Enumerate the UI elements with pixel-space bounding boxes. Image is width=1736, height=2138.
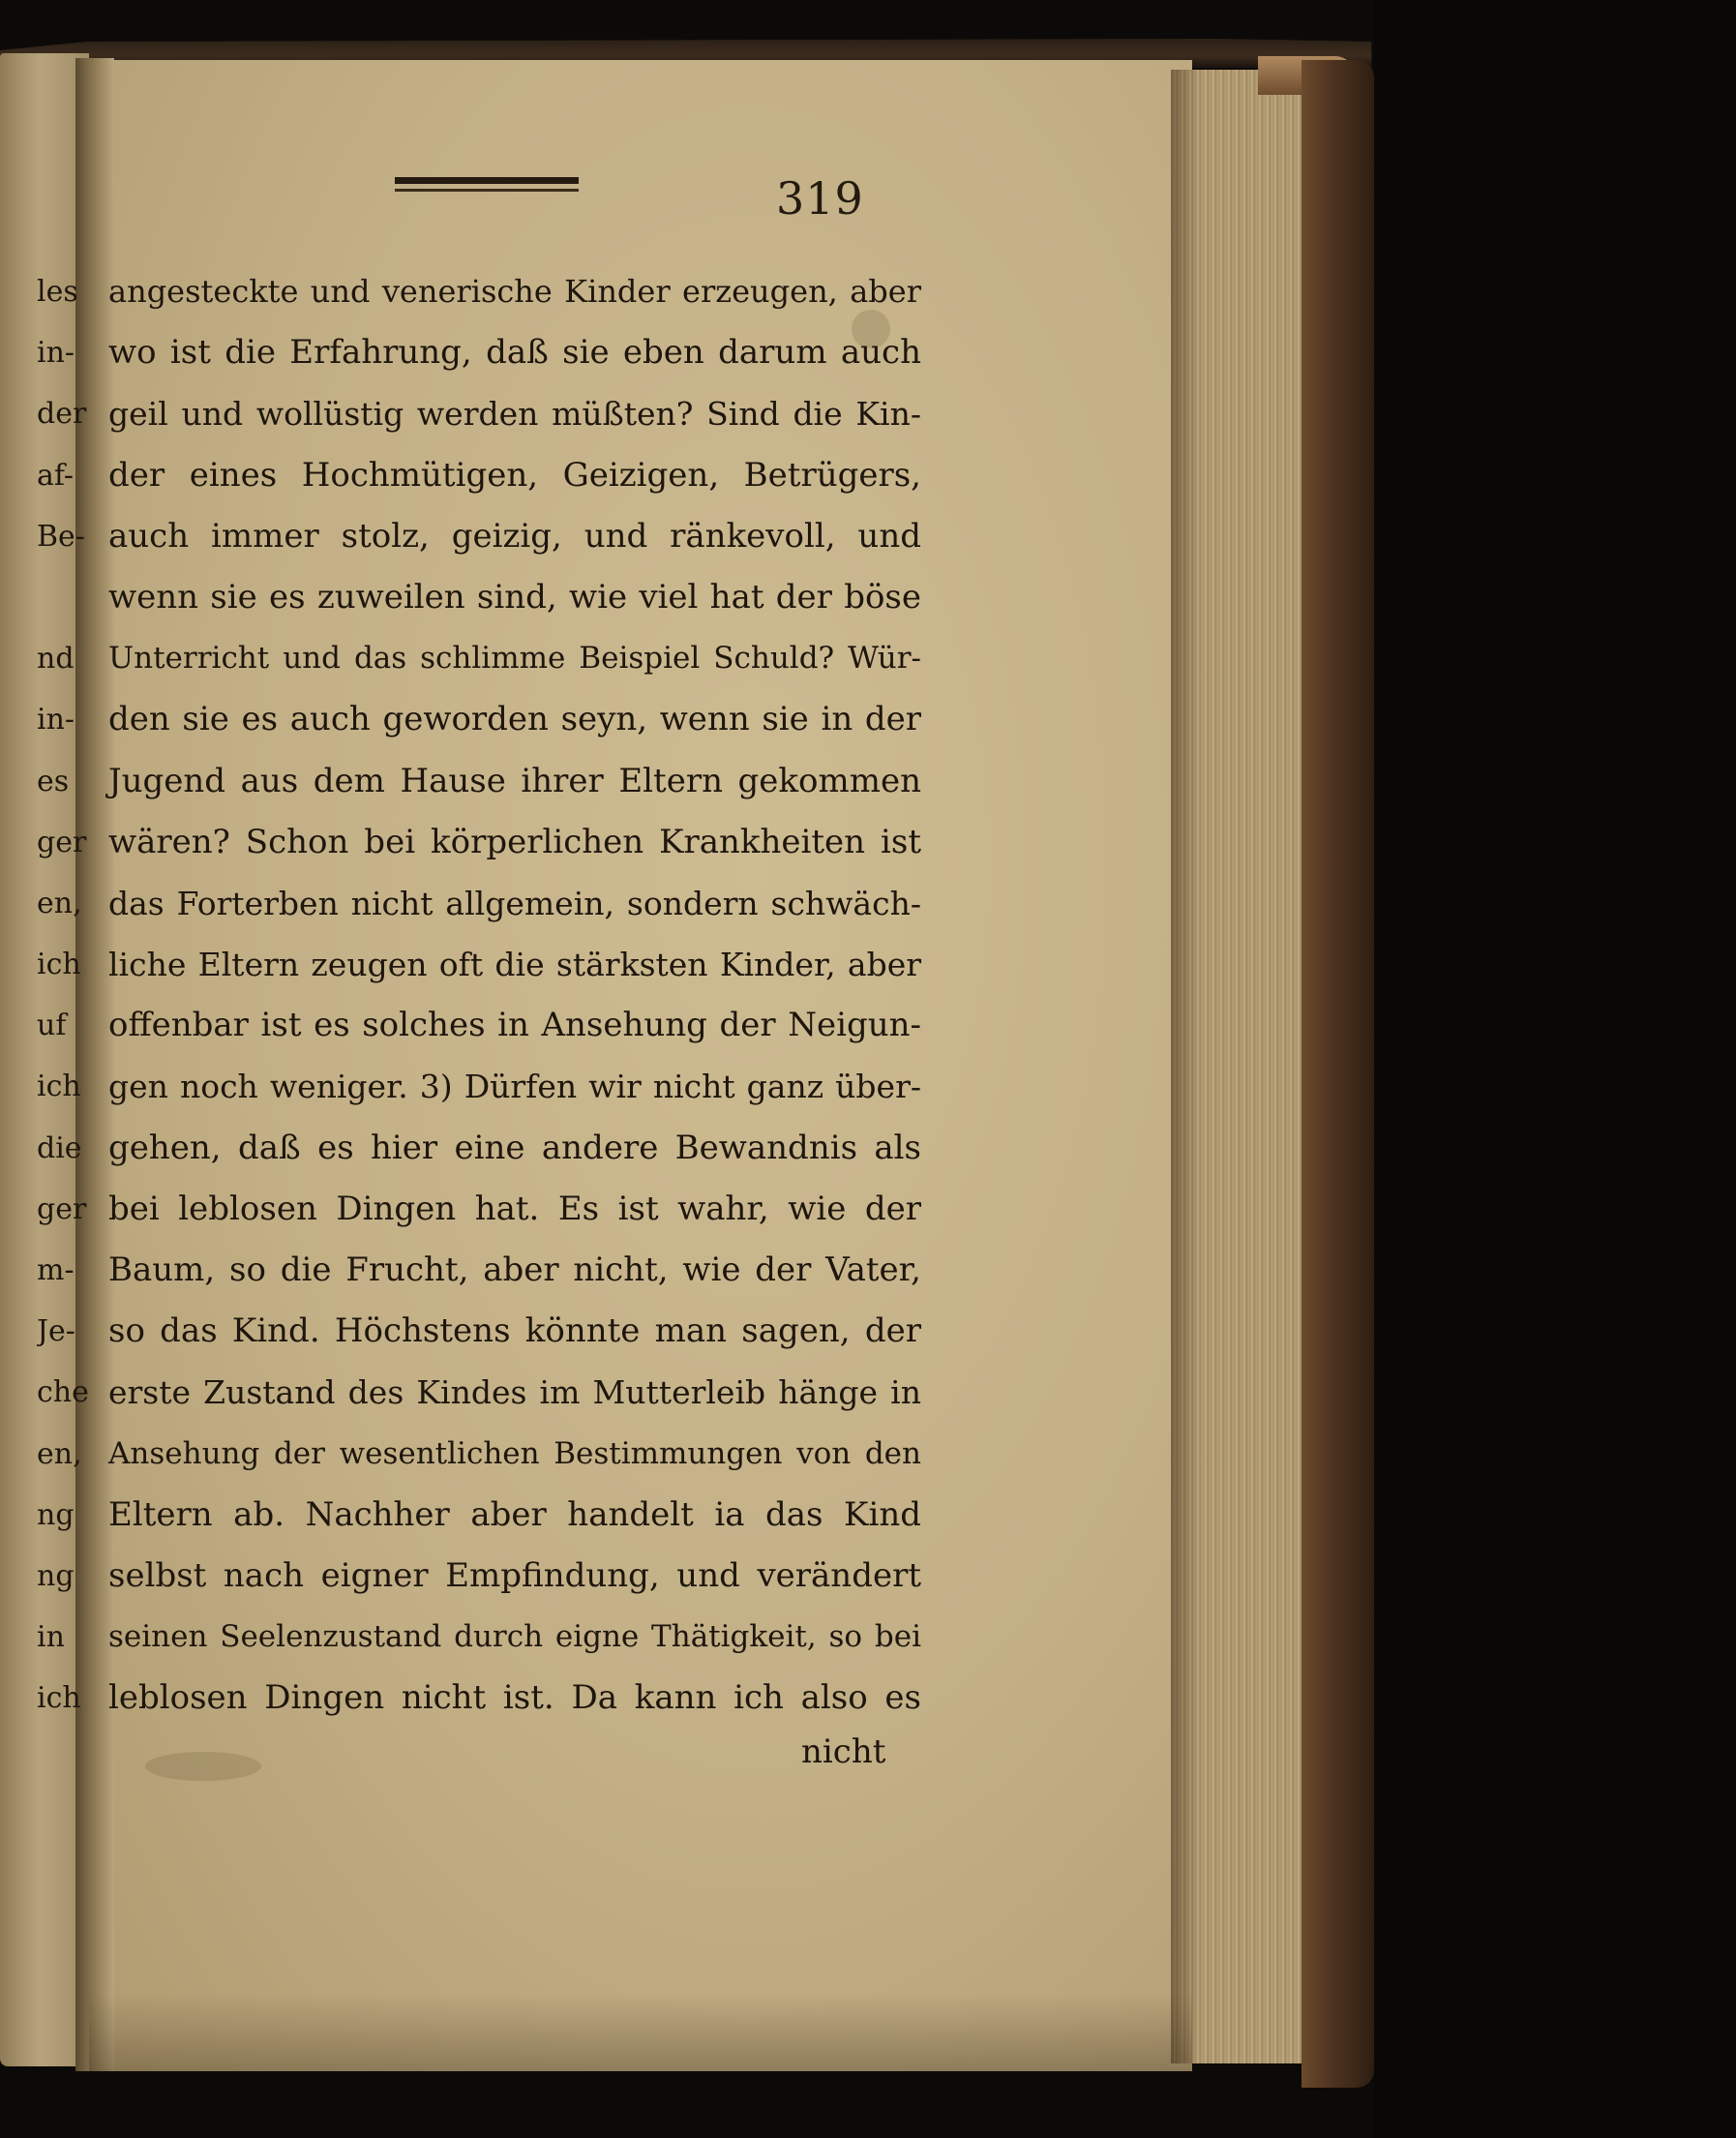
left-fragment-line: die — [37, 1130, 82, 1165]
left-fragment-line: en, — [37, 1436, 82, 1471]
left-fragment-line — [37, 567, 95, 628]
left-fragment-line: ger — [37, 825, 87, 859]
text-line: angesteckte und venerische Kinder erzeugen, aber — [108, 273, 921, 310]
text-line: wenn sie es zuweilen sind, wie viel hat der böse — [108, 577, 921, 617]
text-line: Unterricht und das schlimme Beispiel Schuld? Wür- — [108, 641, 921, 677]
left-fragment-line: ich — [37, 1069, 81, 1104]
text-line: wären? Schon bei körperlichen Krankheiten ist — [108, 822, 921, 861]
text-line: der eines Hochmütigen, Geizigen, Betrügers, — [108, 455, 921, 495]
left-fragment-line: en, — [37, 886, 82, 920]
left-fragment-line: Je- — [37, 1314, 75, 1349]
left-fragment-line: in- — [37, 703, 75, 738]
left-fragment-line: nd — [37, 642, 75, 677]
left-fragment-line: ng — [37, 1558, 75, 1593]
left-fragment-line: es — [37, 764, 70, 798]
left-fragment-line: uf — [37, 1009, 67, 1043]
text-line: leblosen Dingen nicht ist. Da kann ich also es — [108, 1678, 921, 1718]
left-page-text-fragments — [37, 261, 95, 1730]
page-number: 319 — [776, 172, 864, 225]
left-fragment-line: ng — [37, 1497, 75, 1532]
left-fragment-line: ich — [37, 948, 81, 982]
left-fragment-line: che — [37, 1375, 89, 1410]
text-line: bei leblosen Dingen hat. Es ist wahr, wie der — [108, 1189, 921, 1228]
text-line: erste Zustand des Kindes im Mutterleib hänge in — [108, 1373, 921, 1412]
text-line: liche Eltern zeugen oft die stärksten Kinder, aber — [108, 946, 921, 984]
paper-stain — [145, 1752, 261, 1781]
left-fragment-line: Be- — [37, 519, 85, 554]
text-line: wo ist die Erfahrung, daß sie eben darum auch — [108, 333, 921, 373]
left-fragment-line: ger — [37, 1191, 87, 1226]
text-line: geil und wollüstig werden müßten? Sind die Kin- — [108, 395, 921, 434]
text-line: Ansehung der wesentlichen Bestimmungen von den — [108, 1435, 921, 1471]
text-line: offenbar ist es solches in Ansehung der Neigun- — [108, 1006, 921, 1045]
page-bottom-shadow — [89, 1994, 1192, 2071]
text-line: so das Kind. Höchstens könnte man sagen, der — [108, 1311, 921, 1351]
left-fragment-line: les — [37, 275, 78, 309]
text-line: seinen Seelenzustand durch eigne Thätigkeit, so bei — [108, 1619, 921, 1655]
text-line: das Forterben nicht allgemein, sondern schwäch- — [108, 884, 921, 922]
book-cover — [1302, 60, 1374, 2088]
header-rule-ornament — [395, 177, 579, 193]
left-fragment-line: in — [37, 1620, 65, 1655]
left-fragment-line: ich — [37, 1681, 81, 1716]
left-fragment-line: m- — [37, 1253, 75, 1287]
left-fragment-line: af- — [37, 458, 75, 493]
text-line: den sie es auch geworden seyn, wenn sie in der — [108, 700, 921, 739]
text-line: Eltern ab. Nachher aber handelt ia das Kind — [108, 1494, 921, 1534]
catchword: nicht — [801, 1732, 886, 1771]
left-fragment-line: in- — [37, 336, 75, 371]
text-line: auch immer stolz, geizig, und ränkevoll, und — [108, 516, 921, 556]
page-edges-shadow — [1171, 70, 1200, 2063]
text-line: Jugend aus dem Hause ihrer Eltern gekommen — [108, 761, 921, 800]
text-line: gehen, daß es hier eine andere Bewandnis als — [108, 1128, 921, 1167]
dark-backdrop — [1374, 0, 1736, 2138]
text-line: gen noch weniger. 3) Dürfen wir nicht ganz über- — [108, 1068, 921, 1106]
text-line: Baum, so die Frucht, aber nicht, wie der Vater, — [108, 1250, 921, 1289]
body-text — [108, 261, 921, 1730]
text-line: selbst nach eigner Empfindung, und verändert — [108, 1555, 921, 1595]
left-fragment-line: der — [37, 397, 87, 432]
